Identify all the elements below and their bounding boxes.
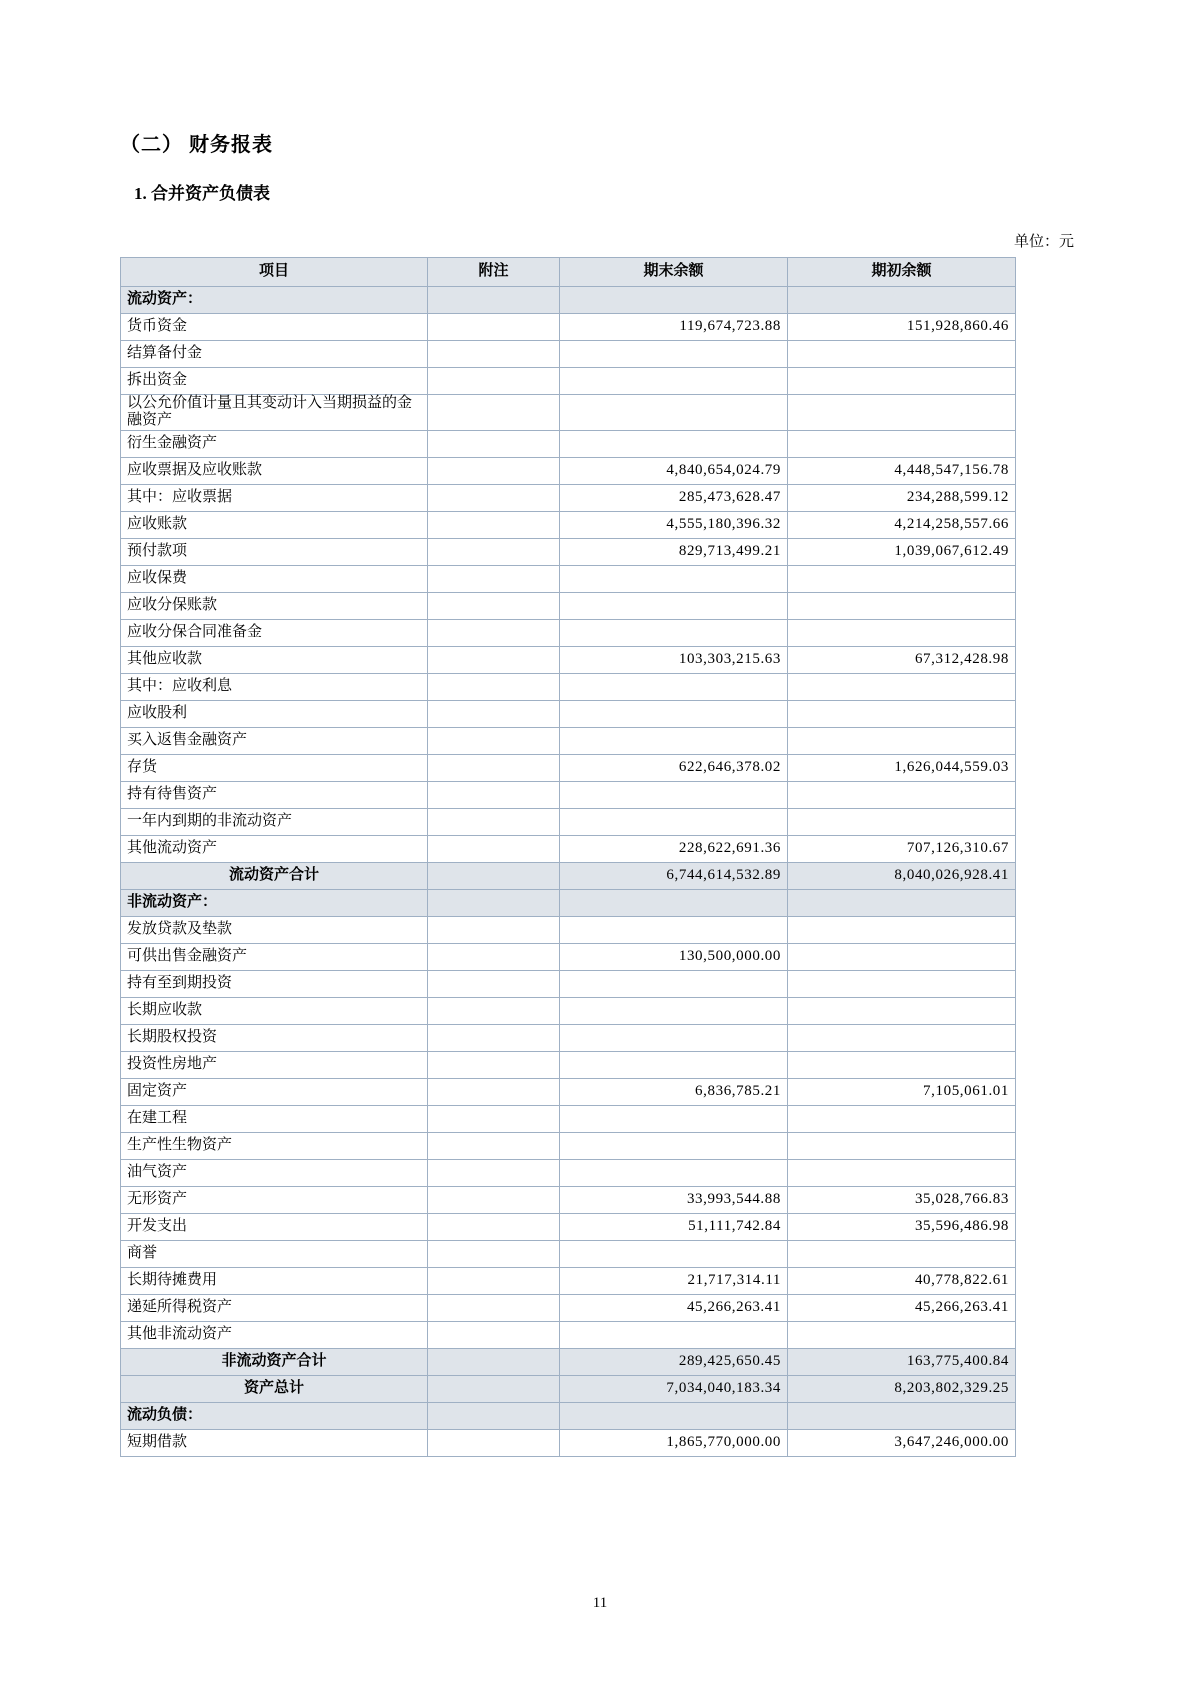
table-row — [121, 1159, 1016, 1186]
row-label: 存货 — [121, 754, 428, 781]
row-label: 长期待摊费用 — [121, 1267, 428, 1294]
row-beginning-balance — [788, 1240, 1016, 1267]
table-header-row — [121, 258, 1016, 287]
row-note — [428, 889, 560, 916]
row-ending-balance: 130,500,000.00 — [560, 943, 788, 970]
row-beginning-balance: 3,647,246,000.00 — [788, 1429, 1016, 1456]
row-note — [428, 1024, 560, 1051]
row-beginning-balance: 1,626,044,559.03 — [788, 754, 1016, 781]
row-label: 固定资产 — [121, 1078, 428, 1105]
row-ending-balance: 45,266,263.41 — [560, 1294, 788, 1321]
row-beginning-balance — [788, 727, 1016, 754]
row-note — [428, 997, 560, 1024]
row-ending-balance — [560, 368, 788, 395]
row-label: 其他非流动资产 — [121, 1321, 428, 1348]
row-note — [428, 862, 560, 889]
table-row — [121, 1294, 1016, 1321]
row-label: 应收分保账款 — [121, 592, 428, 619]
row-label: 可供出售金融资产 — [121, 943, 428, 970]
row-note — [428, 430, 560, 457]
row-beginning-balance — [788, 781, 1016, 808]
table-row — [121, 781, 1016, 808]
row-note — [428, 646, 560, 673]
row-label: 开发支出 — [121, 1213, 428, 1240]
table-row — [121, 395, 1016, 431]
row-note — [428, 1321, 560, 1348]
row-ending-balance — [560, 341, 788, 368]
row-ending-balance — [560, 430, 788, 457]
row-ending-balance: 103,303,215.63 — [560, 646, 788, 673]
row-note — [428, 1294, 560, 1321]
row-ending-balance — [560, 916, 788, 943]
row-beginning-balance: 1,039,067,612.49 — [788, 538, 1016, 565]
row-note — [428, 565, 560, 592]
row-beginning-balance — [788, 808, 1016, 835]
row-note — [428, 1078, 560, 1105]
unit-note: 单位：元 — [1013, 234, 1074, 250]
table-row — [121, 943, 1016, 970]
row-note — [428, 754, 560, 781]
row-beginning-balance — [788, 1024, 1016, 1051]
row-ending-balance — [560, 1159, 788, 1186]
table-row — [121, 592, 1016, 619]
row-label: 应收分保合同准备金 — [121, 619, 428, 646]
row-ending-balance: 228,622,691.36 — [560, 835, 788, 862]
row-ending-balance: 4,555,180,396.32 — [560, 511, 788, 538]
row-label: 流动负债： — [121, 1402, 428, 1429]
row-label: 油气资产 — [121, 1159, 428, 1186]
row-ending-balance: 285,473,628.47 — [560, 484, 788, 511]
row-beginning-balance — [788, 1105, 1016, 1132]
row-note — [428, 395, 560, 431]
column-header-ending-balance: 期末余额 — [560, 258, 788, 287]
row-note — [428, 916, 560, 943]
row-label: 生产性生物资产 — [121, 1132, 428, 1159]
row-label: 投资性房地产 — [121, 1051, 428, 1078]
table-row — [121, 1321, 1016, 1348]
row-note — [428, 592, 560, 619]
row-beginning-balance — [788, 916, 1016, 943]
row-beginning-balance — [788, 1132, 1016, 1159]
table-row — [121, 484, 1016, 511]
row-beginning-balance — [788, 889, 1016, 916]
row-beginning-balance: 35,028,766.83 — [788, 1186, 1016, 1213]
row-beginning-balance — [788, 1159, 1016, 1186]
row-ending-balance: 51,111,742.84 — [560, 1213, 788, 1240]
row-note — [428, 538, 560, 565]
table-row — [121, 835, 1016, 862]
row-beginning-balance: 4,448,547,156.78 — [788, 457, 1016, 484]
row-label: 短期借款 — [121, 1429, 428, 1456]
table-row — [121, 619, 1016, 646]
table-row — [121, 430, 1016, 457]
row-beginning-balance — [788, 368, 1016, 395]
row-ending-balance: 829,713,499.21 — [560, 538, 788, 565]
row-beginning-balance: 4,214,258,557.66 — [788, 511, 1016, 538]
row-beginning-balance: 45,266,263.41 — [788, 1294, 1016, 1321]
row-beginning-balance — [788, 430, 1016, 457]
row-note — [428, 700, 560, 727]
row-beginning-balance — [788, 700, 1016, 727]
row-label: 拆出资金 — [121, 368, 428, 395]
row-label: 应收股利 — [121, 700, 428, 727]
row-label: 其中：应收票据 — [121, 484, 428, 511]
row-label: 无形资产 — [121, 1186, 428, 1213]
table-row — [121, 889, 1016, 916]
table-row — [121, 727, 1016, 754]
row-note — [428, 457, 560, 484]
row-label: 在建工程 — [121, 1105, 428, 1132]
table-body — [121, 287, 1016, 1457]
row-ending-balance — [560, 889, 788, 916]
row-note — [428, 287, 560, 314]
row-ending-balance — [560, 1024, 788, 1051]
row-ending-balance — [560, 781, 788, 808]
row-label: 流动资产合计 — [121, 862, 428, 889]
row-label: 流动资产： — [121, 287, 428, 314]
row-ending-balance — [560, 619, 788, 646]
row-note — [428, 673, 560, 700]
table-row — [121, 916, 1016, 943]
row-ending-balance: 21,717,314.11 — [560, 1267, 788, 1294]
row-ending-balance: 289,425,650.45 — [560, 1348, 788, 1375]
row-note — [428, 1159, 560, 1186]
row-ending-balance — [560, 673, 788, 700]
table-row — [121, 538, 1016, 565]
table-row — [121, 1429, 1016, 1456]
table-row — [121, 1213, 1016, 1240]
row-note — [428, 484, 560, 511]
row-ending-balance — [560, 1051, 788, 1078]
row-beginning-balance — [788, 1051, 1016, 1078]
row-ending-balance: 33,993,544.88 — [560, 1186, 788, 1213]
table-row — [121, 997, 1016, 1024]
table-row — [121, 1375, 1016, 1402]
row-note — [428, 1402, 560, 1429]
row-ending-balance: 6,744,614,532.89 — [560, 862, 788, 889]
row-label: 其他应收款 — [121, 646, 428, 673]
row-beginning-balance — [788, 565, 1016, 592]
column-header-beginning-balance: 期初余额 — [788, 258, 1016, 287]
table-row — [121, 1267, 1016, 1294]
row-note — [428, 1132, 560, 1159]
table-row — [121, 511, 1016, 538]
row-beginning-balance: 7,105,061.01 — [788, 1078, 1016, 1105]
row-label: 应收票据及应收账款 — [121, 457, 428, 484]
row-beginning-balance: 234,288,599.12 — [788, 484, 1016, 511]
row-ending-balance — [560, 808, 788, 835]
row-label: 预付款项 — [121, 538, 428, 565]
table-row — [121, 1186, 1016, 1213]
row-ending-balance: 119,674,723.88 — [560, 314, 788, 341]
row-label: 结算备付金 — [121, 341, 428, 368]
table-row — [121, 314, 1016, 341]
row-label: 应收保费 — [121, 565, 428, 592]
column-header-note: 附注 — [428, 258, 560, 287]
row-beginning-balance: 40,778,822.61 — [788, 1267, 1016, 1294]
row-ending-balance — [560, 1402, 788, 1429]
row-note — [428, 511, 560, 538]
table-row — [121, 457, 1016, 484]
table-row — [121, 1024, 1016, 1051]
row-label: 应收账款 — [121, 511, 428, 538]
table-row — [121, 341, 1016, 368]
section-heading: （二） 财务报表 — [120, 134, 273, 156]
row-label: 非流动资产： — [121, 889, 428, 916]
row-ending-balance — [560, 592, 788, 619]
table-row — [121, 754, 1016, 781]
row-note — [428, 943, 560, 970]
row-ending-balance: 622,646,378.02 — [560, 754, 788, 781]
table-row — [121, 700, 1016, 727]
table-row — [121, 646, 1016, 673]
row-ending-balance — [560, 1240, 788, 1267]
row-label: 发放贷款及垫款 — [121, 916, 428, 943]
table-row — [121, 1051, 1016, 1078]
row-beginning-balance — [788, 395, 1016, 431]
row-note — [428, 1240, 560, 1267]
row-ending-balance — [560, 1321, 788, 1348]
row-beginning-balance — [788, 997, 1016, 1024]
row-beginning-balance: 8,040,026,928.41 — [788, 862, 1016, 889]
row-note — [428, 314, 560, 341]
row-beginning-balance — [788, 1402, 1016, 1429]
table-row — [121, 565, 1016, 592]
row-label: 其他流动资产 — [121, 835, 428, 862]
row-beginning-balance — [788, 1321, 1016, 1348]
table-row — [121, 1348, 1016, 1375]
row-note — [428, 808, 560, 835]
row-ending-balance — [560, 727, 788, 754]
row-note — [428, 619, 560, 646]
table-row — [121, 673, 1016, 700]
row-beginning-balance: 151,928,860.46 — [788, 314, 1016, 341]
row-note — [428, 1375, 560, 1402]
row-ending-balance — [560, 700, 788, 727]
row-ending-balance — [560, 970, 788, 997]
row-beginning-balance — [788, 341, 1016, 368]
row-ending-balance — [560, 565, 788, 592]
row-beginning-balance: 163,775,400.84 — [788, 1348, 1016, 1375]
column-header-item: 项目 — [121, 258, 428, 287]
row-beginning-balance — [788, 619, 1016, 646]
table-row — [121, 1402, 1016, 1429]
row-beginning-balance — [788, 943, 1016, 970]
row-beginning-balance — [788, 673, 1016, 700]
row-note — [428, 341, 560, 368]
row-ending-balance — [560, 395, 788, 431]
row-note — [428, 1348, 560, 1375]
balance-sheet-table — [120, 257, 1016, 1457]
row-note — [428, 1051, 560, 1078]
row-note — [428, 1105, 560, 1132]
row-label: 长期股权投资 — [121, 1024, 428, 1051]
table-row — [121, 287, 1016, 314]
row-label: 资产总计 — [121, 1375, 428, 1402]
row-beginning-balance — [788, 592, 1016, 619]
row-note — [428, 1186, 560, 1213]
row-beginning-balance: 67,312,428.98 — [788, 646, 1016, 673]
row-note — [428, 368, 560, 395]
row-ending-balance: 7,034,040,183.34 — [560, 1375, 788, 1402]
table-row — [121, 368, 1016, 395]
table-row — [121, 1132, 1016, 1159]
row-label: 递延所得税资产 — [121, 1294, 428, 1321]
row-label: 其中：应收利息 — [121, 673, 428, 700]
row-beginning-balance: 707,126,310.67 — [788, 835, 1016, 862]
table-row — [121, 862, 1016, 889]
row-label: 货币资金 — [121, 314, 428, 341]
row-note — [428, 727, 560, 754]
row-beginning-balance: 35,596,486.98 — [788, 1213, 1016, 1240]
row-beginning-balance — [788, 287, 1016, 314]
table-row — [121, 1240, 1016, 1267]
row-label: 商誉 — [121, 1240, 428, 1267]
row-note — [428, 1213, 560, 1240]
row-label: 持有至到期投资 — [121, 970, 428, 997]
row-label: 非流动资产合计 — [121, 1348, 428, 1375]
row-label: 长期应收款 — [121, 997, 428, 1024]
table-row — [121, 808, 1016, 835]
row-note — [428, 970, 560, 997]
row-label: 持有待售资产 — [121, 781, 428, 808]
table-row — [121, 1105, 1016, 1132]
table-row — [121, 970, 1016, 997]
row-label: 衍生金融资产 — [121, 430, 428, 457]
row-ending-balance: 4,840,654,024.79 — [560, 457, 788, 484]
row-ending-balance — [560, 997, 788, 1024]
row-beginning-balance — [788, 970, 1016, 997]
row-ending-balance — [560, 1132, 788, 1159]
row-label: 一年内到期的非流动资产 — [121, 808, 428, 835]
row-label: 以公允价值计量且其变动计入当期损益的金融资产 — [121, 395, 428, 431]
subsection-heading: 1. 合并资产负债表 — [134, 184, 270, 203]
row-note — [428, 1267, 560, 1294]
row-note — [428, 835, 560, 862]
page-number: 11 — [592, 1595, 608, 1611]
row-note — [428, 1429, 560, 1456]
row-note — [428, 781, 560, 808]
row-beginning-balance: 8,203,802,329.25 — [788, 1375, 1016, 1402]
row-ending-balance — [560, 1105, 788, 1132]
row-label: 买入返售金融资产 — [121, 727, 428, 754]
row-ending-balance — [560, 287, 788, 314]
row-ending-balance: 6,836,785.21 — [560, 1078, 788, 1105]
table-row — [121, 1078, 1016, 1105]
row-ending-balance: 1,865,770,000.00 — [560, 1429, 788, 1456]
